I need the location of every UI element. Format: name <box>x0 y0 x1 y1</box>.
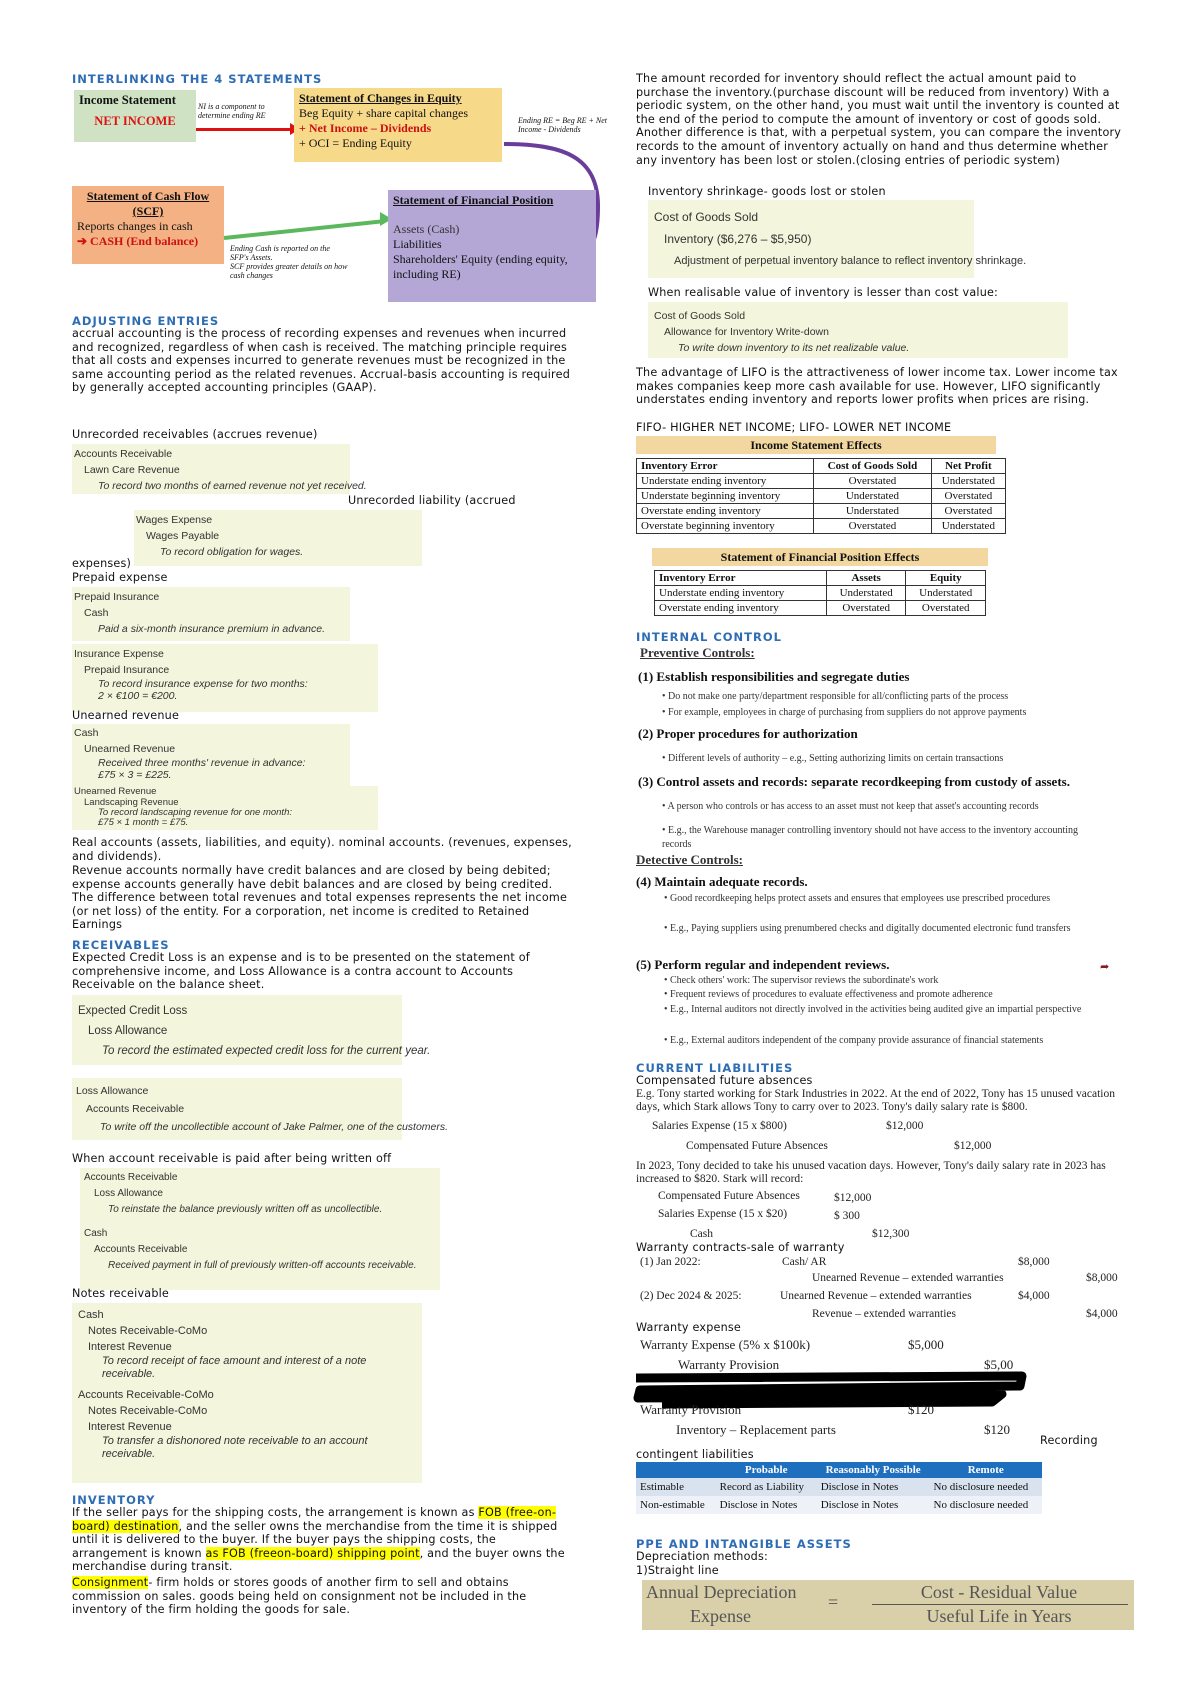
inventory-heading: INVENTORY <box>72 1493 156 1507</box>
ecl-paragraph: Expected Credit Loss is an expense and is to be presented on the statement of comprehensive income, and Loss Allowance is a contra account to Accounts Receivable on the balance sheet. <box>72 951 530 992</box>
je-line: Cash <box>84 607 109 619</box>
detective-controls-label: Detective Controls: <box>636 852 743 867</box>
je-line: Expected Credit Loss <box>78 1005 188 1017</box>
ni-note: NI is a component to determine ending RE <box>198 102 266 120</box>
table-row: Understate beginning inventory Understated Overstated <box>637 489 1006 504</box>
ic-step-2: (2) Proper procedures for authorization <box>638 726 858 741</box>
formula-lhs-2: Expense <box>690 1606 751 1626</box>
fifo-lifo-line: FIFO- HIGHER NET INCOME; LIFO- LOWER NET INCOME <box>636 421 952 434</box>
green-arrow <box>224 219 384 240</box>
ic-step-3-bullet: • E.g., the Warehouse manager controlling inventory should not have access to the inventory accounting records <box>662 825 1079 850</box>
cashflow-box <box>72 186 224 264</box>
je-description: To record the estimated expected credit loss for the current year. <box>102 1045 431 1057</box>
je-line: Revenue – extended warranties <box>812 1308 957 1320</box>
income-statement-effects-table <box>636 458 1006 534</box>
je-line: Compensated Future Absences <box>686 1140 828 1152</box>
equity-title: Statement of Changes in Equity <box>299 91 462 105</box>
je-line: Salaries Expense (15 x $20) <box>658 1208 788 1220</box>
je-write-off <box>72 1078 449 1140</box>
table-row: Overstate ending inventory Overstated Overstated <box>655 601 986 616</box>
je-line: Wages Expense <box>136 514 213 526</box>
table-header: Inventory Error <box>637 459 814 474</box>
je-line: Prepaid Insurance <box>84 664 170 676</box>
current-liabilities-heading: CURRENT LIABILITIES <box>636 1061 794 1075</box>
je-line: Cash <box>690 1228 713 1240</box>
sfp-line-2: Liabilities <box>393 237 442 251</box>
table-row: Overstate beginning inventory Overstated Understated <box>637 519 1006 534</box>
ic-step-1: (1) Establish responsibilities and segregate duties <box>638 669 910 684</box>
je-amount: $120 <box>908 1402 934 1417</box>
sfp-box <box>388 190 596 302</box>
formula-fraction-bar <box>872 1604 1128 1605</box>
je-description: To reinstate the balance previously written off as uncollectible. <box>108 1204 383 1215</box>
je-description: To record insurance expense for two months: <box>98 678 308 690</box>
je-description: To record two months of earned revenue not yet received. <box>98 480 367 492</box>
income-statement-box <box>74 90 196 142</box>
formula-numerator: Cost - Residual Value <box>920 1582 1078 1602</box>
je-line: Cost of Goods Sold <box>654 210 759 224</box>
table-header: Assets <box>826 571 906 586</box>
ic-step-3-bullet: • A person who controls or has access to an asset must not keep that asset's accounting records <box>662 801 1039 812</box>
equity-box <box>294 88 502 162</box>
je-amount: $12,000 <box>834 1192 872 1204</box>
je-description: Received payment in full of previously written-off accounts receivable. <box>108 1260 417 1271</box>
je-line: Cost of Goods Sold <box>654 310 746 322</box>
prepaid-expense-label: Prepaid expense <box>72 571 168 584</box>
adjusting-heading: ADJUSTING ENTRIES <box>72 314 220 328</box>
red-arrow <box>196 128 294 131</box>
ic-step-1-bullet: • Do not make one party/department responsible for all/conflicting parts of the process <box>662 691 1009 702</box>
je-description: To write down inventory to its net realizable value. <box>678 342 910 354</box>
contingent-liabilities-table: Probable Reasonably Possible Remote Estimable Record as Liability Disclose in Notes No disclosure needed Non-estimable Disclose in Notes Disclose in Notes No disclosure needed <box>636 1462 1042 1514</box>
je-line: Cash <box>74 727 99 739</box>
formula-equals: = <box>828 1592 839 1612</box>
table-row: Understate ending inventory Understated Understated <box>655 586 986 601</box>
warranty-expense-label: Warranty expense <box>636 1321 742 1334</box>
je-line: Notes Receivable-CoMo <box>88 1325 208 1337</box>
je-line: Loss Allowance <box>76 1085 149 1097</box>
je-line: Unearned Revenue <box>84 743 176 755</box>
cashflow-line-1: Reports changes in cash <box>77 219 193 233</box>
je-amount: $12,000 <box>954 1140 992 1152</box>
fob-paragraph: If the seller pays for the shipping costs, the arrangement is known as FOB (free-on-board) destination, and the seller owns the merchandise from the time it is shipped until it is delivered to the buyer. If the buyer pays the shipping costs, the arrangement is known as FOB (freeon-board) shipping point, and the buyer owns the merchandise during transit. <box>72 1506 565 1574</box>
ic-step-3: (3) Control assets and records: separate recordkeeping from custody of assets. <box>638 774 1070 789</box>
je-line: Landscaping Revenue <box>84 797 179 808</box>
je-insurance-expense <box>72 644 378 712</box>
warranty-contracts-label: Warranty contracts-sale of warranty <box>636 1241 845 1254</box>
ic-step-5-bullet: • Frequent reviews of procedures to evaluate effectiveness and promote adherence <box>664 989 993 1000</box>
je-amount: $12,000 <box>886 1120 924 1132</box>
net-income-label: NET INCOME <box>94 114 176 128</box>
je-line: Wages Payable <box>146 530 220 542</box>
je-line: Accounts Receivable-CoMo <box>78 1389 214 1401</box>
shrinkage-line: Inventory shrinkage- goods lost or stolen <box>648 185 886 198</box>
depreciation-formula <box>642 1580 1134 1630</box>
je-amount: $4,000 <box>1086 1308 1118 1320</box>
unrecorded-receivables: Unrecorded receivables (accrues revenue) <box>72 428 318 441</box>
je-unearned-cash <box>72 724 350 788</box>
je-line: Loss Allowance <box>94 1188 163 1199</box>
je-date: (2) Dec 2024 & 2025: <box>640 1290 742 1302</box>
ic-step-5-bullet: • E.g., Internal auditors not directly involved in the activities being audited give an impartial perspective <box>664 1004 1082 1015</box>
table-row: Overstate ending inventory Understated Overstated <box>637 504 1006 519</box>
je-notes-receivable <box>72 1303 422 1483</box>
je-description: Paid a six-month insurance premium in advance. <box>98 623 326 635</box>
je-description: To record receipt of face amount and interest of a note receivable. <box>102 1355 367 1380</box>
formula-lhs-1: Annual Depreciation <box>646 1582 797 1602</box>
je-line: Insurance Expense <box>74 648 164 660</box>
fp-effects-table <box>654 570 986 616</box>
ending-re-note: Ending RE = Beg RE + Net Income - Dividends <box>518 116 607 134</box>
ic-step-5: (5) Perform regular and independent reviews. <box>636 957 890 972</box>
internal-control-heading: INTERNAL CONTROL <box>636 630 782 644</box>
je-unearned-landscaping <box>72 786 378 830</box>
ic-step-5-bullet: • Check others' work: The supervisor reviews the subordinate's work <box>664 975 939 986</box>
table-header: Equity <box>906 571 986 586</box>
je-line: Cash <box>84 1228 108 1239</box>
je-description: To write off the uncollectible account of Jake Palmer, one of the customers. <box>100 1121 449 1133</box>
je-date: (1) Jan 2022: <box>640 1256 701 1268</box>
income-statement-effects-title: Income Statement Effects <box>636 436 996 454</box>
je-line: Compensated Future Absences <box>658 1190 800 1202</box>
income-statement-title: Income Statement <box>79 93 176 107</box>
cashflow-title: Statement of Cash Flow (SCF) <box>86 189 210 218</box>
real-accounts-paragraph: Real accounts (assets, liabilities, and equity). nominal accounts. (revenues, expenses, and dividends). <box>72 836 572 863</box>
je-line: Cash <box>78 1309 104 1321</box>
sfp-line-1: Assets (Cash) <box>393 222 460 236</box>
depreciation-methods-label: Depreciation methods: <box>636 1550 768 1563</box>
cash-note-2: SCF provides greater details on how cash changes <box>230 262 348 280</box>
recording-label: Recording <box>1040 1434 1098 1447</box>
consignment-paragraph: Consignment- firm holds or stores goods of another firm to sell and obtains commission on sales. goods being held on consignment not be included in the inventory of the firm holding the goods for sale. <box>72 1576 527 1617</box>
expenses-word: expenses) <box>72 557 132 570</box>
je-description: £75 × 1 month = £75. <box>98 817 189 828</box>
table-row: Estimable Record as Liability Disclose in Notes No disclosure needed <box>636 1478 1042 1496</box>
ic-step-4-bullet: • E.g., Paying suppliers using prenumbered checks and digitally documented electronic fund transfers <box>664 923 1071 934</box>
cashflow-line-2: ➔ CASH (End balance) <box>77 234 199 248</box>
cash-notes <box>230 244 350 280</box>
je-line: Notes Receivable-CoMo <box>88 1405 208 1417</box>
je-accrued-expense <box>134 510 422 566</box>
je-prepaid-insurance <box>72 587 350 641</box>
je-amount: $5,000 <box>908 1337 944 1352</box>
fp-effects-title: Statement of Financial Position Effects <box>652 548 988 566</box>
accrual-paragraph: accrual accounting is the process of recording expenses and revenues when incurred and recognized, regardless of when cash is received. The matching principle requires that all costs and expenses incurred to generate revenues must be recognized in the same accounting period as the related revenues. Accrual-basis accounting is required by generally accepted accounting principles (GAAP). <box>72 327 570 395</box>
je-line: Accounts Receivable <box>74 448 173 460</box>
je-description: Received three months' revenue in advance: <box>98 757 306 769</box>
je-amount: $5,00 <box>984 1357 1014 1372</box>
sfp-line-3: Shareholders' Equity (ending equity, including RE) <box>393 252 568 281</box>
je-line: Interest Revenue <box>88 1341 172 1353</box>
je-description: 2 × €100 = €200. <box>98 690 178 702</box>
je-description: To record landscaping revenue for one month: <box>98 807 292 818</box>
table-row: Non-estimable Disclose in Notes Disclose in Notes No disclosure needed <box>636 1496 1042 1514</box>
equity-line-3: + OCI = Ending Equity <box>299 136 412 150</box>
je-line: Lawn Care Revenue <box>84 464 180 476</box>
table-header: Cost of Goods Sold <box>814 459 932 474</box>
table-header: Inventory Error <box>655 571 827 586</box>
ic-step-2-bullet: • Different levels of authority – e.g., Setting authorizing limits on certain transactions <box>662 753 1004 764</box>
preventive-controls-label: Preventive Controls: <box>640 645 755 660</box>
je-line: Allowance for Inventory Write-down <box>664 326 829 338</box>
je-line: Accounts Receivable <box>94 1244 188 1255</box>
je-line: Accounts Receivable <box>84 1172 178 1183</box>
cash-note-1: Ending Cash is reported on the SFP's Assets. <box>230 244 330 262</box>
je-accrued-revenue <box>72 444 367 494</box>
revenue-accounts-paragraph: Revenue accounts normally have credit balances and are closed by being debited; expense accounts generally have debit balances and are closed by being credited. The difference between total revenues and total expenses represents the net income (or net loss) of the entity. For a corporation, net income is credited to Retained Earnings <box>72 864 568 932</box>
compensated-example: E.g. Tony started working for Stark Industries in 2022. At the end of 2022, Tony has 15 unused vacation days, which Stark allows Tony to carry over to 2023. Tony's daily salary rate is $800. <box>636 1088 1115 1113</box>
interlinking-heading: INTERLINKING THE 4 STATEMENTS <box>72 72 323 86</box>
ic-step-4-bullet: • Good recordkeeping helps protect assets and ensures that employees use prescribed procedures <box>664 893 1051 904</box>
je-line: Unearned Revenue – extended warranties <box>812 1272 1004 1284</box>
je-nrv <box>648 302 1068 358</box>
contingent-label: contingent liabilities <box>636 1448 754 1461</box>
je-amount: $8,000 <box>1018 1256 1050 1268</box>
straight-line-label: 1)Straight line <box>636 1564 719 1577</box>
je-line: Accounts Receivable <box>86 1103 185 1115</box>
je-line: Warranty Provision <box>678 1357 780 1372</box>
je-description: To record obligation for wages. <box>160 546 304 558</box>
ppe-heading: PPE AND INTANGIBLE ASSETS <box>636 1537 852 1551</box>
je-line: Unearned Revenue <box>74 786 157 797</box>
je-line: Loss Allowance <box>88 1025 168 1037</box>
ic-step-1-bullet: • For example, employees in charge of purchasing from suppliers do not approve payments <box>662 707 1027 718</box>
inventory-paragraph: The amount recorded for inventory should reflect the actual amount paid to purchase the inventory.(purchase discount will be reduced from inventory) With a periodic system, on the other hand, you must wait until the inventory is counted at the end of the period to compute the amount of inventory or cost of goods sold. Another difference is that, with a perpetual system, you can compare the inventory records to the amount of inventory actually on hand and thus determine whether any inventory has been lost or stolen.(closing entries of periodic system) <box>636 72 1122 167</box>
equity-line-1: Beg Equity + share capital changes <box>299 106 469 120</box>
je-line: Inventory ($6,276 – $5,950) <box>664 232 812 246</box>
unearned-revenue-label: Unearned revenue <box>72 709 180 722</box>
ic-step-4: (4) Maintain adequate records. <box>636 874 808 889</box>
je-reinstate <box>80 1168 440 1290</box>
je-line: Unearned Revenue – extended warranties <box>780 1290 972 1302</box>
receivables-heading: RECEIVABLES <box>72 938 170 952</box>
je-line: Prepaid Insurance <box>74 591 160 603</box>
je-amount: $12,300 <box>872 1228 910 1240</box>
je-expected-credit-loss <box>72 995 431 1065</box>
je-line: Inventory – Replacement parts <box>676 1422 836 1437</box>
nrv-line: When realisable value of inventory is lesser than cost value: <box>648 286 999 299</box>
notes-receivable-label: Notes receivable <box>72 1287 170 1300</box>
cursor-icon: ➦ <box>1100 960 1110 973</box>
je-amount: $ 300 <box>834 1210 860 1222</box>
je-line: Warranty Provision <box>640 1402 742 1417</box>
je-line: Warranty Expense (5% x $100k) <box>640 1337 811 1352</box>
sfp-title: Statement of Financial Position <box>393 193 554 207</box>
je-amount: $120 <box>984 1422 1010 1437</box>
je-shrinkage <box>648 200 1027 278</box>
lifo-paragraph: The advantage of LIFO is the attractiveness of lower income tax. Lower income tax makes companies keep more cash available for use. However, LIFO significantly understates ending inventory and reports lower profits when prices are rising. <box>636 366 1118 407</box>
compensated-2023: In 2023, Tony decided to take his unused vacation days. However, Tony's daily salary rate in 2023 has increased to $820. Stark will record: <box>636 1160 1106 1185</box>
je-amount: $4,000 <box>1018 1290 1050 1302</box>
formula-denominator: Useful Life in Years <box>926 1606 1072 1626</box>
je-description: £75 × 3 = £225. <box>98 769 172 781</box>
je-line: Cash/ AR <box>782 1256 827 1268</box>
written-off-label: When account receivable is paid after being written off <box>72 1152 392 1165</box>
ic-step-5-bullet: • E.g., External auditors independent of the company provide assurance of financial statements <box>664 1035 1044 1046</box>
je-line: Salaries Expense (15 x $800) <box>652 1120 787 1132</box>
je-description: Adjustment of perpetual inventory balance to reflect inventory shrinkage. <box>674 255 1027 267</box>
table-row: Understate ending inventory Overstated Understated <box>637 474 1006 489</box>
statements-diagram <box>72 86 622 308</box>
table-header: Net Profit <box>931 459 1005 474</box>
equity-line-2: + Net Income – Dividends <box>299 121 432 135</box>
unrecorded-liability: Unrecorded liability (accrued <box>348 494 516 507</box>
je-amount: $8,000 <box>1086 1272 1118 1284</box>
je-description: To transfer a dishonored note receivable to an account receivable. <box>102 1435 368 1460</box>
je-line: Interest Revenue <box>88 1421 172 1433</box>
compensated-absences-label: Compensated future absences <box>636 1074 813 1087</box>
